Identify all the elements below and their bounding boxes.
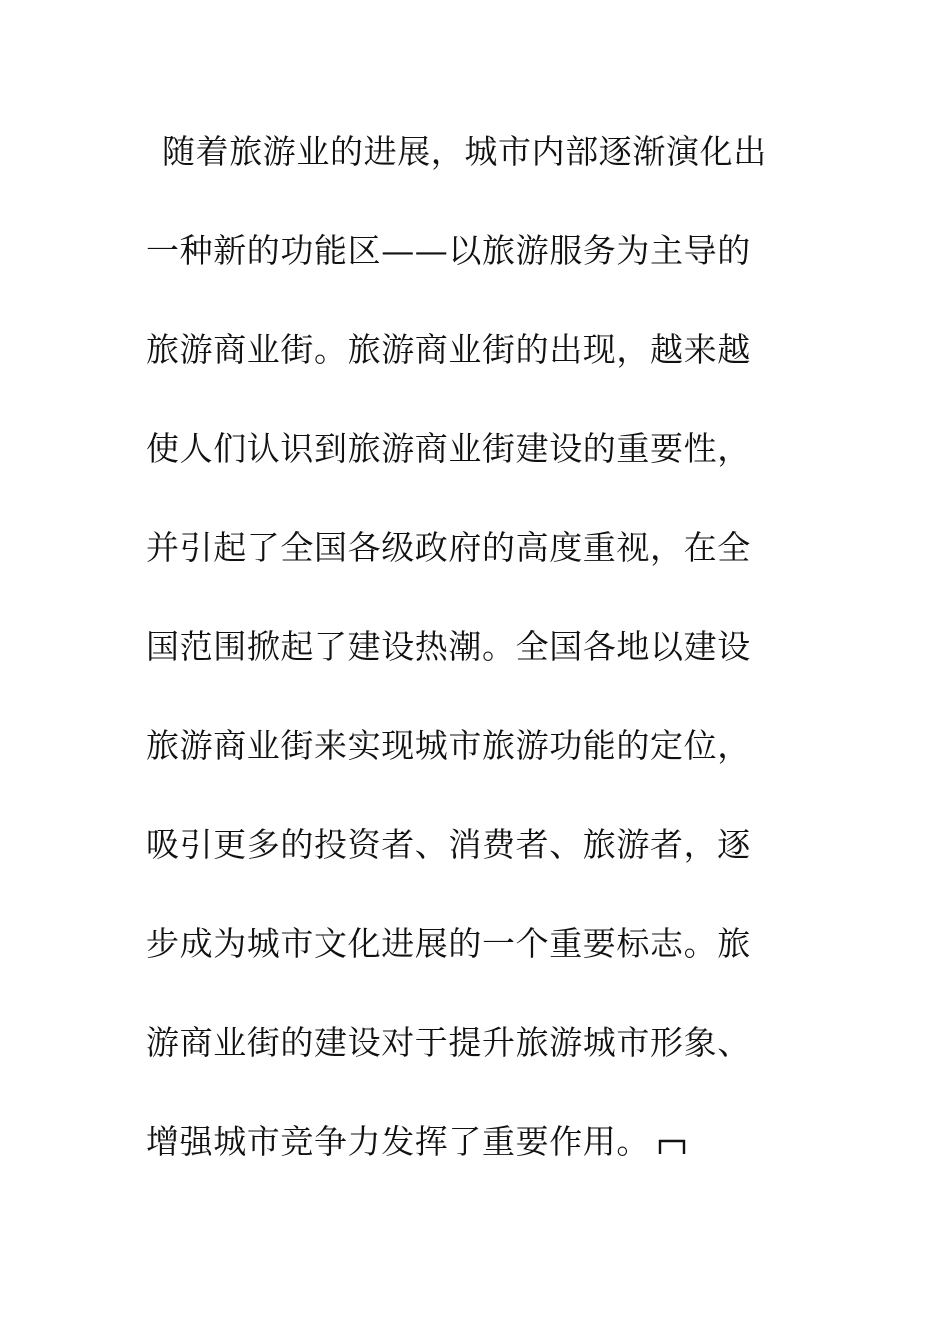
paragraph-line-4: 使人们认识到旅游商业街建设的重要性， [146, 429, 751, 468]
body-paragraph [146, 120, 826, 1209]
paragraph-line-3: 旅游商业街。旅游商业街的出现，越来越 [146, 330, 751, 369]
paragraph-line-10: 游商业街的建设对于提升旅游城市形象、 [146, 1023, 751, 1062]
paragraph-line-5: 并引起了全国各级政府的高度重视，在全 [146, 528, 751, 567]
paragraph-line-11 [146, 1110, 826, 1209]
paragraph-end-mark-icon [658, 1135, 688, 1155]
paragraph-line-6: 国范围掀起了建设热潮。全国各地以建设 [146, 627, 751, 666]
paragraph-line-8: 吸引更多的投资者、消费者、旅游者，逐 [146, 825, 751, 864]
paragraph-line-11-text: 增强城市竞争力发挥了重要作用。 [146, 1122, 650, 1161]
paragraph-line-9: 步成为城市文化进展的一个重要标志。旅 [146, 924, 751, 963]
paragraph-line-2: 一种新的功能区——以旅游服务为主导的 [146, 231, 751, 270]
paragraph-line-1: 随着旅游业的进展，城市内部逐渐演化出 [162, 132, 767, 171]
paragraph-line-7: 旅游商业街来实现城市旅游功能的定位， [146, 726, 751, 765]
